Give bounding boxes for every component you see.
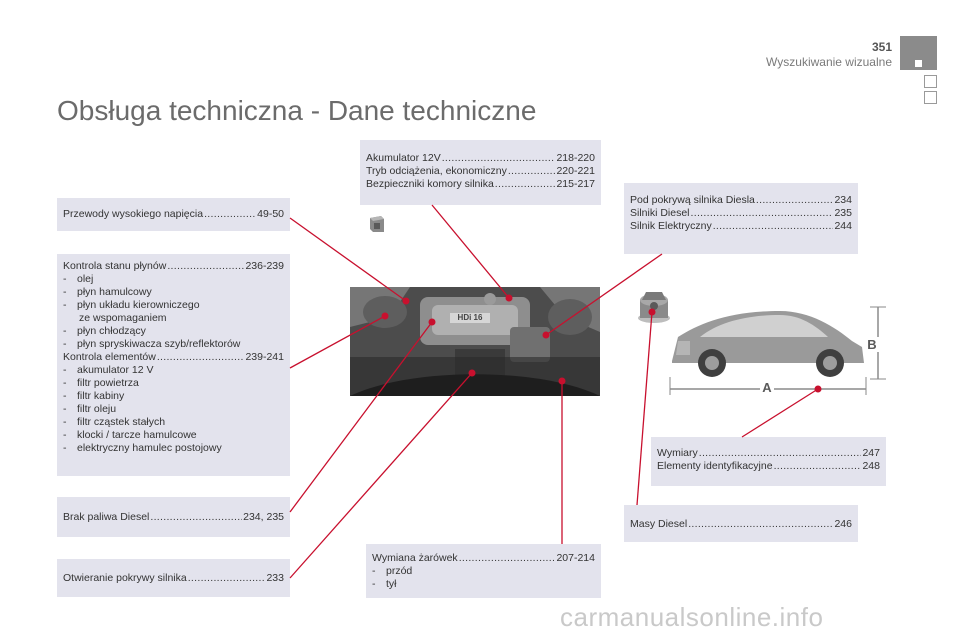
callout-dot [506, 295, 513, 302]
toc-row[interactable]: Wymiana żarówek ..... 207-214 [372, 552, 595, 565]
toc-row[interactable]: Kontrola elementów ..... 239-241 [63, 351, 284, 364]
list-item: - płyn spryskiwacza szyb/reflektorów [63, 338, 241, 350]
list-item: - tył [372, 578, 397, 590]
dimension-label-b: B [865, 337, 879, 352]
list-item: - płyn hamulcowy [63, 286, 152, 298]
toc-row[interactable]: Elementy identyfikacyjne ..... 248 [657, 460, 880, 473]
callout-dot [382, 313, 389, 320]
engine-badge: HDi 16 [457, 313, 483, 322]
list-item: - klocki / tarcze hamulcowe [63, 429, 197, 441]
callout-dot [403, 298, 410, 305]
callout-dot [429, 319, 436, 326]
callout-dot [469, 370, 476, 377]
dimension-label-a: A [760, 380, 774, 395]
toc-row[interactable]: Silniki Diesel ..... 235 [630, 207, 852, 220]
callout-dot [815, 386, 822, 393]
toc-row[interactable]: Przewody wysokiego napięcia ..... 49-50 [63, 208, 284, 221]
toc-row[interactable]: Bezpieczniki komory silnika ..... 215-217 [366, 178, 595, 191]
list-item: - filtr oleju [63, 403, 117, 415]
toc-row[interactable]: Otwieranie pokrywy silnika ..... 233 [63, 572, 284, 585]
list-item: - płyn chłodzący [63, 325, 146, 337]
list-item: - filtr cząstek stałych [63, 416, 166, 428]
toc-row[interactable]: Kontrola stanu płynów ..... 236-239 [63, 260, 284, 273]
toc-row[interactable]: Masy Diesel ..... 246 [630, 518, 852, 531]
section-label: Wyszukiwanie wizualne [766, 55, 892, 69]
list-item: - olej [63, 273, 94, 285]
list-item: - elektryczny hamulec postojowy [63, 442, 222, 454]
callout-dot [559, 378, 566, 385]
page-title: Obsługa techniczna - Dane techniczne [57, 95, 537, 126]
callout-dot [649, 309, 656, 316]
list-item: - akumulator 12 V [63, 364, 154, 376]
page-number: 351 [871, 40, 892, 54]
toc-row[interactable]: Wymiary ..... 247 [657, 447, 880, 460]
callout-dot [543, 332, 550, 339]
list-item: - płyn układu kierowniczego [63, 299, 200, 311]
list-item: - filtr kabiny [63, 390, 125, 402]
toc-row[interactable]: Pod pokrywą silnika Diesla ..... 234 [630, 194, 852, 207]
list-item-continuation: ze wspomaganiem [79, 312, 167, 324]
list-item: - przód [372, 565, 413, 577]
toc-row[interactable]: Brak paliwa Diesel ..... 234, 235 [63, 511, 284, 524]
list-item: - filtr powietrza [63, 377, 139, 389]
watermark: carmanualsonline.info [560, 602, 824, 632]
toc-row[interactable]: Silnik Elektryczny ..... 244 [630, 220, 852, 233]
toc-row[interactable]: Tryb odciążenia, ekonomiczny ..... 220-221 [366, 165, 595, 178]
toc-row[interactable]: Akumulator 12V ..... 218-220 [366, 152, 595, 165]
